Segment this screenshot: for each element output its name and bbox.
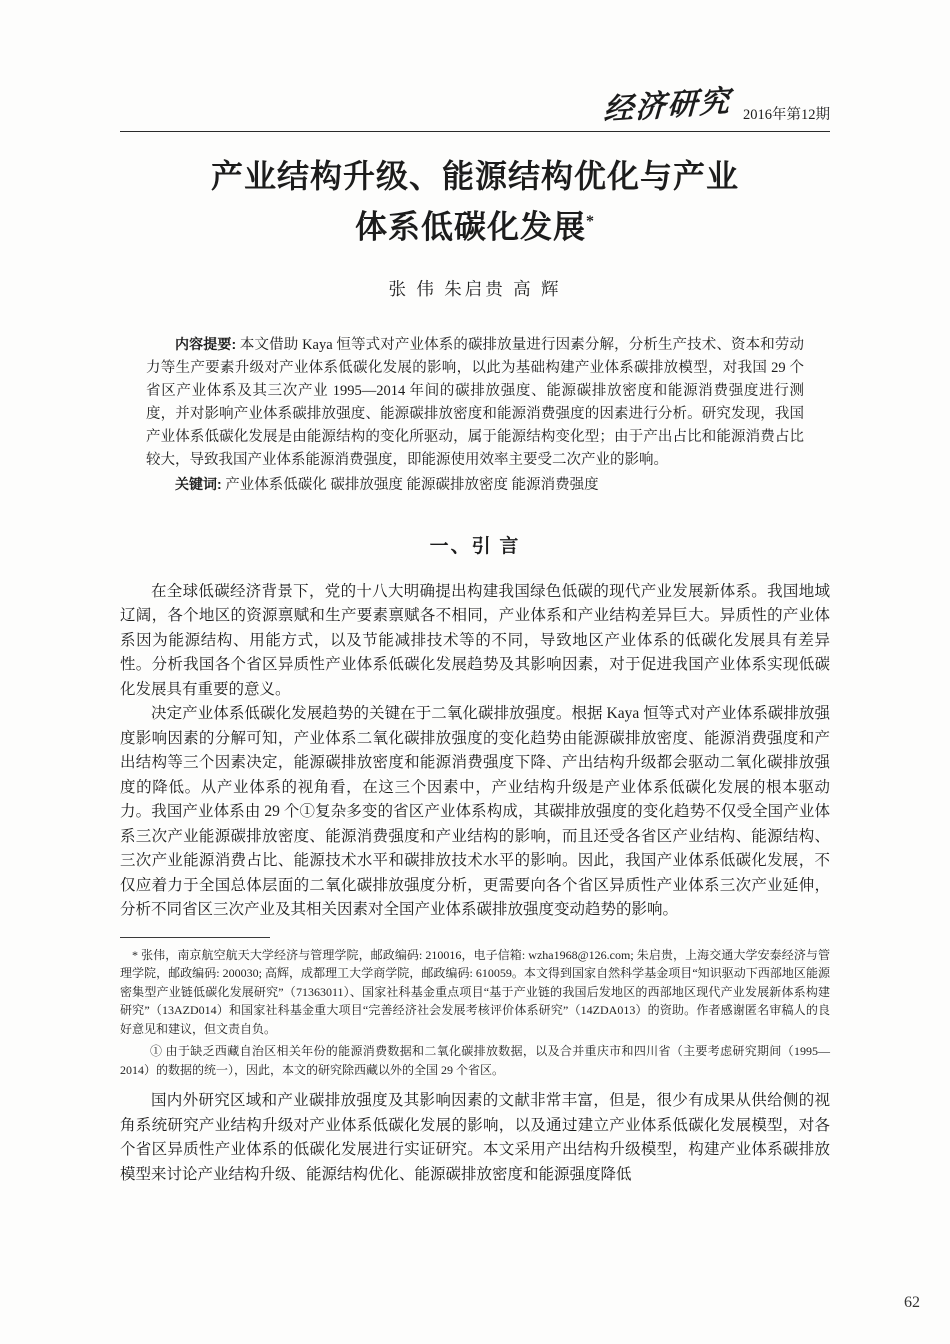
body-paragraph-3: 国内外研究区域和产业碳排放强度及其影响因素的文献非常丰富，但是，很少有成果从供给侧的视角系统研究产业结构升级对产业体系低碳化发展的影响，以及通过建立产业体系低碳化发展模型，对各个省区异质性产业体系的低碳化发展进行实证研究。本文采用产出结构升级模型，构建产业体系碳排放模型来讨论产业结构升级、能源结构优化、能源碳排放密度和能源强度降低 (120, 1092, 830, 1183)
journal-issue: 2016年第12期 (743, 106, 830, 123)
abstract-text: 本文借助 Kaya 恒等式对产业体系的碳排放量进行因素分解，分析生产技术、资本和劳动力等生产要素升级对产业体系低碳化发展的影响，以此为基础构建产业体系碳排放模型，对我国 29 个省区产业体系及其三次产业 1995—2014 年间的碳排放强度、能源碳排放密度和能源消费强度进行测度，并对影响产业体系碳排放强度、能源碳排放密度和能源消费强度的因素进行分析。研究发现，我国产业体系低碳化发展是由能源结构的变化所驱动，属于能源结构变化型；由于产出占比和能源消费占比较大，导致我国产业体系能源消费强度，即能源使用效率主要受二次产业的影响。 (146, 336, 804, 468)
paper-title-line2: 体系低碳化发展 (354, 208, 586, 245)
footnote-separator (120, 937, 270, 938)
keywords-text: 产业体系低碳化 碳排放强度 能源碳排放密度 能源消费强度 (221, 476, 599, 493)
paper-title-line1: 产业结构升级、能源结构优化与产业 (210, 158, 739, 194)
journal-header (120, 83, 830, 132)
footnote-1: ① 由于缺乏西藏自治区相关年份的能源消费数据和二氧化碳排放数据，以及合并重庆市和四川省（主要考虑研究期间（1995—2014）的数据的统一），因此，本文的研究除西藏以外的全国 29 个省区。 (120, 1044, 830, 1077)
page-number: 62 (904, 1294, 920, 1311)
abstract-label: 内容提要: (175, 335, 237, 352)
journal-logo: 经济研究 (602, 83, 732, 129)
section-heading: 一、引 言 (429, 535, 521, 557)
keywords-line (146, 473, 804, 497)
title-footnote-mark: * (586, 213, 595, 230)
body-paragraph-1: 在全球低碳经济背景下，党的十八大明确提出构建我国绿色低碳的现代产业发展新体系。我国地域辽阔，各个地区的资源禀赋和生产要素禀赋各不相同，产业体系和产业结构差异巨大。异质性的产业体系因为能源结构、用能方式，以及节能减排技术等的不同，导致地区产业体系的低碳化发展具有差异性。分析我国各个省区异质性产业体系低碳化发展趋势及其影响因素，对于促进我国产业体系实现低碳化发展具有重要的意义。 (120, 582, 830, 698)
paper-title (120, 154, 830, 250)
body-paragraph-2: 决定产业体系低碳化发展趋势的关键在于二氧化碳排放强度。根据 Kaya 恒等式对产业体系碳排放强度影响因素的分解可知，产业体系二氧化碳排放强度的变化趋势由能源碳排放密度、能源消费强度和产出结构等三个因素决定，能源碳排放密度和能源消费强度下降、产出结构升级都会驱动二氧化碳排放强度的降低。从产业体系的视角看，在这三个因素中，产业结构升级是产业体系低碳化发展的根本驱动力。我国产业体系由 29 个①复杂多变的省区产业体系构成，其碳排放强度的变化趋势不仅受全国产业体系三次产业能源碳排放密度、能源消费强度和产业结构的影响，而且还受各省区产业结构、能源结构、三次产业能源消费占比、能源技术水平和碳排放技术水平的影响。因此，我国产业体系低碳化发展，不仅应着力于全国总体层面的二氧化碳排放强度分析，更需要向各个省区异质性产业体系三次产业延伸，分析不同省区三次产业及其相关因素对全国产业体系碳排放强度变动趋势的影响。 (120, 705, 830, 919)
abstract-block (146, 333, 804, 497)
footnote-star: * 张伟，南京航空航天大学经济与管理学院，邮政编码: 210016，电子信箱: wzha1968@126.com; 朱启贵，上海交通大学安泰经济与管理学院，邮政编码: 200030; 高辉，成都理工大学商学院，邮政编码: 610059。本文得到国家自然科学基金项目“知识驱动下西部地区能源密集型产业链低碳化发展研究”（71363011）、国家社科基金重点项目“基于产业链的我国后发地区的西部地区现代产业发展新体系构建研究”（13AZD014）和国家社科基金重大项目“完善经济社会发展考核评价体系研究”（14ZDA013）的资助。作者感谢匿名审稿人的良好意见和建议，但文责自负。 (120, 947, 830, 1036)
abstract-paragraph (146, 333, 804, 472)
keywords-label: 关键词: (175, 475, 222, 492)
authors: 张 伟 朱启贵 高 辉 (388, 278, 562, 299)
